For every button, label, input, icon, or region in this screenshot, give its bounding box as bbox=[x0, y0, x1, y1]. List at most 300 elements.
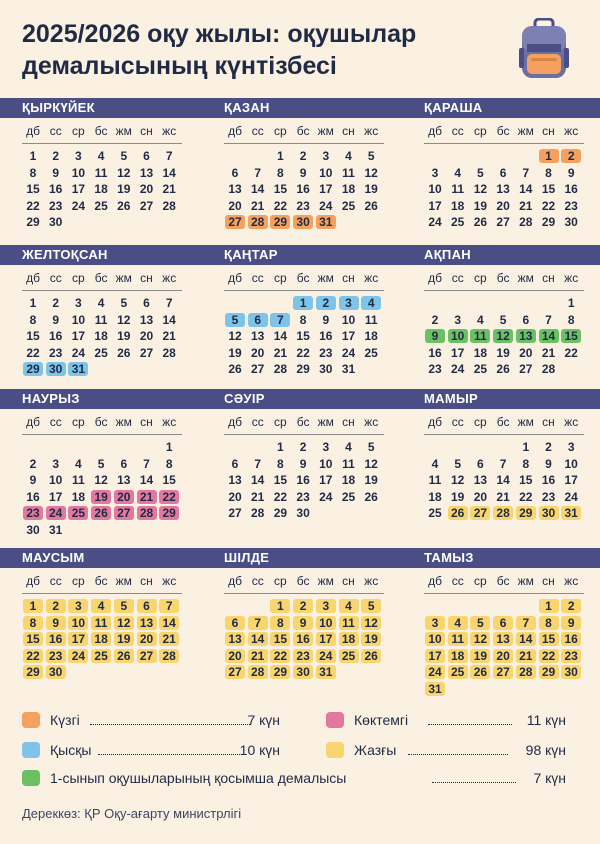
calendar-day: 17 bbox=[564, 473, 578, 488]
calendar-day: 30 bbox=[26, 523, 40, 537]
calendar-day: 1 bbox=[29, 296, 37, 310]
weekday-label: сс bbox=[49, 124, 62, 138]
calendar-day: 8 bbox=[29, 165, 37, 180]
holiday-day: 10 bbox=[316, 616, 336, 630]
holiday-day: 31 bbox=[425, 682, 445, 696]
weekday-label: ср bbox=[274, 271, 287, 285]
holiday-day: 30 bbox=[46, 362, 66, 376]
legend-summer-value: 98 күн bbox=[525, 742, 566, 758]
calendar-day: 1 bbox=[29, 149, 37, 163]
weekday-label: сн bbox=[140, 574, 153, 588]
calendar-day: 5 bbox=[367, 440, 375, 454]
holiday-day: 1 bbox=[293, 296, 313, 310]
calendar-day: 10 bbox=[319, 456, 333, 471]
calendar-day: 4 bbox=[75, 456, 82, 471]
weekday-label: сн bbox=[140, 271, 153, 285]
calendar-day: 17 bbox=[71, 182, 86, 197]
holiday-day: 14 bbox=[159, 616, 179, 630]
holiday-day: 4 bbox=[91, 599, 111, 613]
calendar-day: 12 bbox=[451, 473, 465, 488]
calendar-day: 9 bbox=[299, 165, 307, 180]
holiday-day: 3 bbox=[339, 296, 359, 310]
calendar-day: 20 bbox=[496, 198, 510, 213]
calendar-day: 24 bbox=[451, 362, 465, 377]
holiday-day: 15 bbox=[539, 632, 559, 646]
calendar-day: 15 bbox=[273, 473, 288, 488]
calendar-day: 7 bbox=[499, 456, 507, 471]
calendar-day: 11 bbox=[94, 165, 108, 180]
weekday-label: жм bbox=[115, 271, 132, 285]
holiday-day: 31 bbox=[561, 506, 581, 520]
weekday-divider bbox=[22, 290, 182, 291]
calendar-day: 19 bbox=[496, 345, 510, 360]
holiday-day: 21 bbox=[516, 649, 536, 663]
weekday-label: сн bbox=[542, 271, 555, 285]
calendar-day: 23 bbox=[428, 362, 442, 377]
weekday-label: бс bbox=[296, 415, 310, 429]
holiday-day: 13 bbox=[516, 329, 536, 343]
weekday-label: дб bbox=[26, 124, 40, 138]
calendar-day: 19 bbox=[473, 198, 488, 213]
calendar-day: 15 bbox=[519, 473, 533, 488]
weekday-label: бс bbox=[496, 124, 510, 138]
weekday-label: ср bbox=[72, 124, 85, 138]
weekday-label: сс bbox=[49, 574, 62, 588]
calendar-day: 21 bbox=[251, 198, 265, 213]
holiday-day: 14 bbox=[248, 632, 268, 646]
calendar-day: 4 bbox=[431, 456, 439, 471]
calendar-day: 24 bbox=[319, 489, 333, 504]
backpack-icon bbox=[518, 18, 570, 80]
month-name: СӘУІР bbox=[224, 391, 265, 406]
holiday-day: 2 bbox=[293, 599, 313, 613]
holiday-day: 18 bbox=[339, 632, 359, 646]
autumn-swatch bbox=[22, 712, 40, 728]
calendar-day: 1 bbox=[165, 440, 173, 454]
calendar-day: 13 bbox=[139, 312, 154, 327]
holiday-day: 7 bbox=[248, 616, 268, 630]
holiday-day: 11 bbox=[91, 616, 111, 630]
holiday-day: 15 bbox=[561, 329, 581, 343]
calendar-day: 16 bbox=[428, 345, 442, 360]
calendar-day: 23 bbox=[296, 198, 310, 213]
calendar-day: 8 bbox=[277, 456, 284, 471]
calendar-day: 4 bbox=[345, 440, 352, 454]
calendar-day: 20 bbox=[228, 198, 242, 213]
leader-dots bbox=[98, 754, 242, 755]
calendar-day: 7 bbox=[522, 165, 530, 180]
calendar-day: 4 bbox=[477, 312, 484, 327]
calendar-day: 20 bbox=[139, 182, 154, 197]
calendar-day: 28 bbox=[162, 198, 176, 213]
holiday-day: 21 bbox=[248, 649, 268, 663]
calendar-day: 6 bbox=[231, 456, 239, 471]
calendar-day: 7 bbox=[545, 312, 552, 327]
calendar-day: 6 bbox=[143, 296, 150, 310]
weekday-label: жс bbox=[162, 124, 177, 138]
weekday-label: ср bbox=[474, 574, 487, 588]
calendar-day: 30 bbox=[319, 362, 333, 377]
weekday-label: жс bbox=[564, 415, 579, 429]
month-name: АҚПАН bbox=[424, 247, 471, 262]
holiday-day: 12 bbox=[114, 616, 134, 630]
calendar-day: 12 bbox=[364, 165, 378, 180]
weekday-label: жс bbox=[364, 415, 379, 429]
weekday-label: дб bbox=[428, 574, 442, 588]
calendar-day: 2 bbox=[52, 149, 60, 163]
calendar-day: 12 bbox=[94, 473, 108, 488]
weekday-label: бс bbox=[296, 271, 310, 285]
month-name: ҚЫРКҮЙЕК bbox=[22, 100, 95, 115]
calendar-day: 16 bbox=[296, 182, 310, 197]
calendar-day: 24 bbox=[319, 198, 333, 213]
calendar-day: 14 bbox=[496, 473, 510, 488]
holiday-day: 4 bbox=[339, 599, 359, 613]
legend-winter bbox=[22, 740, 280, 760]
month-name: ЖЕЛТОҚСАН bbox=[22, 247, 108, 262]
calendar-day: 9 bbox=[299, 456, 307, 471]
weekday-label: сс bbox=[451, 124, 464, 138]
calendar-day: 15 bbox=[541, 182, 556, 197]
holiday-day: 24 bbox=[316, 649, 336, 663]
weekday-label: жс bbox=[162, 574, 177, 588]
calendar-day: 3 bbox=[322, 440, 330, 454]
holiday-day: 9 bbox=[561, 616, 581, 630]
calendar-day: 14 bbox=[273, 329, 288, 344]
calendar-day: 16 bbox=[319, 329, 333, 344]
calendar-day: 22 bbox=[519, 489, 533, 504]
holiday-day: 17 bbox=[425, 649, 445, 663]
weekday-label: жм bbox=[317, 574, 334, 588]
holiday-day: 18 bbox=[91, 632, 111, 646]
calendar-day: 11 bbox=[428, 473, 442, 488]
calendar-day: 14 bbox=[162, 312, 176, 327]
weekday-label: сн bbox=[140, 415, 153, 429]
holiday-day: 26 bbox=[448, 506, 468, 520]
holiday-day: 25 bbox=[91, 649, 111, 663]
calendar-day: 2 bbox=[29, 456, 37, 471]
weekday-label: жс bbox=[162, 271, 177, 285]
holiday-day: 24 bbox=[68, 649, 88, 663]
holiday-day: 23 bbox=[293, 649, 313, 663]
calendar-day: 21 bbox=[541, 345, 556, 360]
weekday-label: сс bbox=[251, 271, 264, 285]
weekday-label: жс bbox=[364, 271, 379, 285]
weekday-divider bbox=[424, 593, 584, 594]
holiday-day: 25 bbox=[339, 649, 359, 663]
weekday-label: дб bbox=[26, 574, 40, 588]
weekday-label: дб bbox=[228, 124, 242, 138]
weekday-divider bbox=[424, 143, 584, 144]
calendar-day: 15 bbox=[162, 473, 176, 488]
calendar-day: 5 bbox=[120, 149, 128, 163]
leader-dots bbox=[432, 782, 516, 783]
calendar-day: 28 bbox=[251, 506, 265, 521]
calendar-day: 2 bbox=[545, 440, 552, 454]
weekday-label: ср bbox=[72, 574, 85, 588]
weekday-label: жм bbox=[517, 574, 534, 588]
calendar-day: 25 bbox=[428, 506, 442, 521]
holiday-day: 15 bbox=[23, 632, 43, 646]
calendar-day: 19 bbox=[228, 345, 242, 360]
calendar-day: 13 bbox=[228, 473, 242, 488]
holiday-day: 26 bbox=[114, 649, 134, 663]
calendar-day: 16 bbox=[49, 182, 63, 197]
legend-autumn-label: Күзгі bbox=[50, 712, 80, 728]
calendar-day: 7 bbox=[254, 165, 262, 180]
weekday-label: бс bbox=[94, 415, 108, 429]
weekday-label: дб bbox=[228, 574, 242, 588]
calendar-day: 28 bbox=[273, 362, 288, 377]
calendar-day: 27 bbox=[251, 362, 265, 377]
calendar-day: 26 bbox=[364, 489, 378, 504]
weekday-label: бс bbox=[94, 574, 108, 588]
calendar-day: 14 bbox=[251, 182, 265, 197]
month-name: ҚАҢТАР bbox=[224, 247, 278, 262]
calendar-day: 17 bbox=[71, 329, 86, 344]
calendar-day: 23 bbox=[296, 489, 310, 504]
calendar-day: 25 bbox=[94, 345, 108, 360]
calendar-day: 8 bbox=[522, 456, 530, 471]
calendar-day: 23 bbox=[541, 489, 556, 504]
calendar-day: 17 bbox=[341, 329, 356, 344]
calendar-day: 18 bbox=[428, 489, 442, 504]
weekday-divider bbox=[22, 143, 182, 144]
holiday-day: 14 bbox=[539, 329, 559, 343]
weekday-label: жс bbox=[162, 415, 177, 429]
calendar-day: 11 bbox=[342, 165, 355, 180]
holiday-day: 30 bbox=[293, 665, 313, 679]
weekday-label: сс bbox=[49, 271, 62, 285]
holiday-day: 11 bbox=[470, 329, 490, 343]
source-note: Дереккөз: ҚР Оқу-ағарту министрлігі bbox=[22, 806, 242, 821]
weekday-label: ср bbox=[72, 271, 85, 285]
holiday-day: 28 bbox=[248, 215, 268, 229]
holiday-day: 1 bbox=[23, 599, 43, 613]
holiday-day: 2 bbox=[316, 296, 336, 310]
weekday-label: бс bbox=[296, 574, 310, 588]
calendar-day: 10 bbox=[71, 312, 86, 327]
calendar-day: 10 bbox=[341, 312, 356, 327]
calendar-day: 23 bbox=[49, 345, 63, 360]
holiday-day: 6 bbox=[225, 616, 245, 630]
spring-swatch bbox=[326, 712, 344, 728]
month-name: ҚАЗАН bbox=[224, 100, 270, 115]
holiday-day: 18 bbox=[448, 649, 468, 663]
month-calendar bbox=[224, 548, 386, 688]
month-calendar bbox=[424, 245, 586, 385]
weekday-label: жс bbox=[564, 271, 579, 285]
calendar-day: 1 bbox=[567, 296, 575, 310]
calendar-day: 16 bbox=[564, 182, 578, 197]
holiday-day: 15 bbox=[270, 632, 290, 646]
calendar-day: 10 bbox=[49, 473, 63, 488]
calendar-day: 2 bbox=[52, 296, 60, 310]
calendar-day: 24 bbox=[564, 489, 578, 504]
weekday-label: дб bbox=[26, 271, 40, 285]
holiday-day: 29 bbox=[270, 215, 290, 229]
calendar-day: 19 bbox=[364, 182, 378, 197]
holiday-day: 27 bbox=[470, 506, 490, 520]
calendar-day: 19 bbox=[117, 329, 131, 344]
calendar-day: 25 bbox=[94, 198, 108, 213]
calendar-day: 18 bbox=[341, 473, 356, 488]
calendar-day: 27 bbox=[519, 362, 533, 377]
calendar-day: 5 bbox=[120, 296, 128, 310]
holiday-day: 19 bbox=[361, 632, 381, 646]
holiday-day: 19 bbox=[114, 632, 134, 646]
calendar-day: 7 bbox=[165, 296, 173, 310]
weekday-label: ср bbox=[274, 415, 287, 429]
weekday-label: жс bbox=[364, 574, 379, 588]
calendar-day: 11 bbox=[72, 473, 85, 488]
calendar-day: 26 bbox=[496, 362, 510, 377]
calendar-day: 2 bbox=[299, 149, 307, 163]
calendar-day: 17 bbox=[49, 489, 63, 504]
holiday-day: 9 bbox=[293, 616, 313, 630]
calendar-day: 26 bbox=[228, 362, 242, 377]
calendar-day: 27 bbox=[139, 345, 154, 360]
calendar-day: 5 bbox=[454, 456, 462, 471]
calendar-day: 9 bbox=[29, 473, 37, 488]
calendar-day: 8 bbox=[165, 456, 173, 471]
calendar-day: 8 bbox=[567, 312, 575, 327]
holiday-day: 29 bbox=[159, 506, 179, 520]
weekday-label: жм bbox=[317, 271, 334, 285]
holiday-day: 30 bbox=[539, 506, 559, 520]
holiday-day: 3 bbox=[68, 599, 88, 613]
calendar-day: 20 bbox=[228, 489, 242, 504]
calendar-day: 21 bbox=[519, 198, 533, 213]
calendar-day: 25 bbox=[451, 215, 465, 230]
calendar-day: 31 bbox=[341, 362, 356, 377]
calendar-day: 5 bbox=[499, 312, 507, 327]
holiday-day: 25 bbox=[448, 665, 468, 679]
holiday-day: 1 bbox=[539, 599, 559, 613]
weekday-label: дб bbox=[228, 271, 242, 285]
weekday-label: жм bbox=[317, 124, 334, 138]
weekday-label: бс bbox=[496, 574, 510, 588]
calendar-day: 18 bbox=[341, 182, 356, 197]
legend-autumn-value: 7 күн bbox=[247, 712, 280, 728]
weekday-label: жс bbox=[364, 124, 379, 138]
holiday-day: 30 bbox=[561, 665, 581, 679]
month-calendar bbox=[22, 245, 184, 385]
calendar-day: 22 bbox=[273, 198, 288, 213]
calendar-day: 27 bbox=[228, 506, 242, 521]
month-name: ТАМЫЗ bbox=[424, 550, 474, 565]
calendar-day: 15 bbox=[273, 182, 288, 197]
holiday-day: 10 bbox=[425, 632, 445, 646]
calendar-day: 11 bbox=[451, 182, 465, 197]
holiday-day: 2 bbox=[561, 149, 581, 163]
holiday-day: 20 bbox=[137, 632, 157, 646]
holiday-day: 31 bbox=[316, 665, 336, 679]
weekday-label: сн bbox=[542, 415, 555, 429]
calendar-day: 19 bbox=[364, 473, 378, 488]
holiday-day: 4 bbox=[448, 616, 468, 630]
holiday-day: 7 bbox=[516, 616, 536, 630]
calendar-day: 19 bbox=[451, 489, 465, 504]
month-calendar bbox=[224, 98, 386, 238]
calendar-day: 4 bbox=[345, 149, 352, 163]
calendar-day: 12 bbox=[117, 312, 131, 327]
holiday-day: 13 bbox=[493, 632, 513, 646]
calendar-day: 24 bbox=[71, 198, 86, 213]
calendar-day: 28 bbox=[541, 362, 556, 377]
calendar-day: 3 bbox=[454, 312, 462, 327]
calendar-day: 2 bbox=[299, 440, 307, 454]
holiday-day: 30 bbox=[46, 665, 66, 679]
month-calendar bbox=[22, 98, 184, 238]
calendar-day: 23 bbox=[319, 345, 333, 360]
holiday-day: 24 bbox=[425, 665, 445, 679]
weekday-label: дб bbox=[228, 415, 242, 429]
legend-summer bbox=[326, 740, 566, 760]
calendar-day: 20 bbox=[519, 345, 533, 360]
weekday-label: ср bbox=[72, 415, 85, 429]
calendar-day: 16 bbox=[541, 473, 556, 488]
holiday-day: 11 bbox=[339, 616, 359, 630]
calendar-day: 15 bbox=[296, 329, 310, 344]
holiday-day: 23 bbox=[23, 506, 43, 520]
calendar-day: 11 bbox=[364, 312, 378, 327]
leader-dots bbox=[408, 754, 508, 755]
holiday-day: 13 bbox=[137, 616, 157, 630]
holiday-day: 26 bbox=[470, 665, 490, 679]
calendar-day: 18 bbox=[473, 345, 488, 360]
calendar-day: 26 bbox=[364, 198, 378, 213]
calendar-day: 22 bbox=[273, 489, 288, 504]
weekday-label: бс bbox=[496, 415, 510, 429]
calendar-day: 11 bbox=[342, 456, 355, 471]
weekday-label: ср bbox=[274, 574, 287, 588]
holiday-day: 12 bbox=[361, 616, 381, 630]
calendar-day: 14 bbox=[162, 165, 176, 180]
holiday-day: 8 bbox=[539, 616, 559, 630]
weekday-label: жм bbox=[517, 271, 534, 285]
weekday-label: сн bbox=[342, 415, 355, 429]
calendar-day: 29 bbox=[541, 215, 556, 230]
calendar-day: 16 bbox=[26, 489, 40, 504]
calendar-day: 1 bbox=[277, 440, 284, 454]
holiday-day: 26 bbox=[91, 506, 111, 520]
holiday-day: 29 bbox=[23, 362, 43, 376]
holiday-day: 3 bbox=[316, 599, 336, 613]
calendar-day: 21 bbox=[162, 329, 176, 344]
calendar-day: 22 bbox=[26, 198, 40, 213]
calendar-day: 16 bbox=[296, 473, 310, 488]
calendar-day: 17 bbox=[451, 345, 465, 360]
weekday-label: бс bbox=[296, 124, 310, 138]
calendar-day: 22 bbox=[26, 345, 40, 360]
holiday-day: 23 bbox=[46, 649, 66, 663]
calendar-day: 22 bbox=[564, 345, 578, 360]
weekday-label: сс bbox=[451, 271, 464, 285]
holiday-day: 24 bbox=[46, 506, 66, 520]
weekday-label: бс bbox=[496, 271, 510, 285]
header bbox=[22, 18, 492, 82]
calendar-day: 3 bbox=[52, 456, 60, 471]
weekday-label: ср bbox=[274, 124, 287, 138]
calendar-day: 6 bbox=[231, 165, 239, 180]
calendar-day: 30 bbox=[564, 215, 578, 230]
calendar-day: 7 bbox=[143, 456, 150, 471]
holiday-day: 22 bbox=[159, 490, 179, 504]
weekday-label: сн bbox=[342, 124, 355, 138]
winter-swatch bbox=[22, 742, 40, 758]
holiday-day: 10 bbox=[68, 616, 88, 630]
